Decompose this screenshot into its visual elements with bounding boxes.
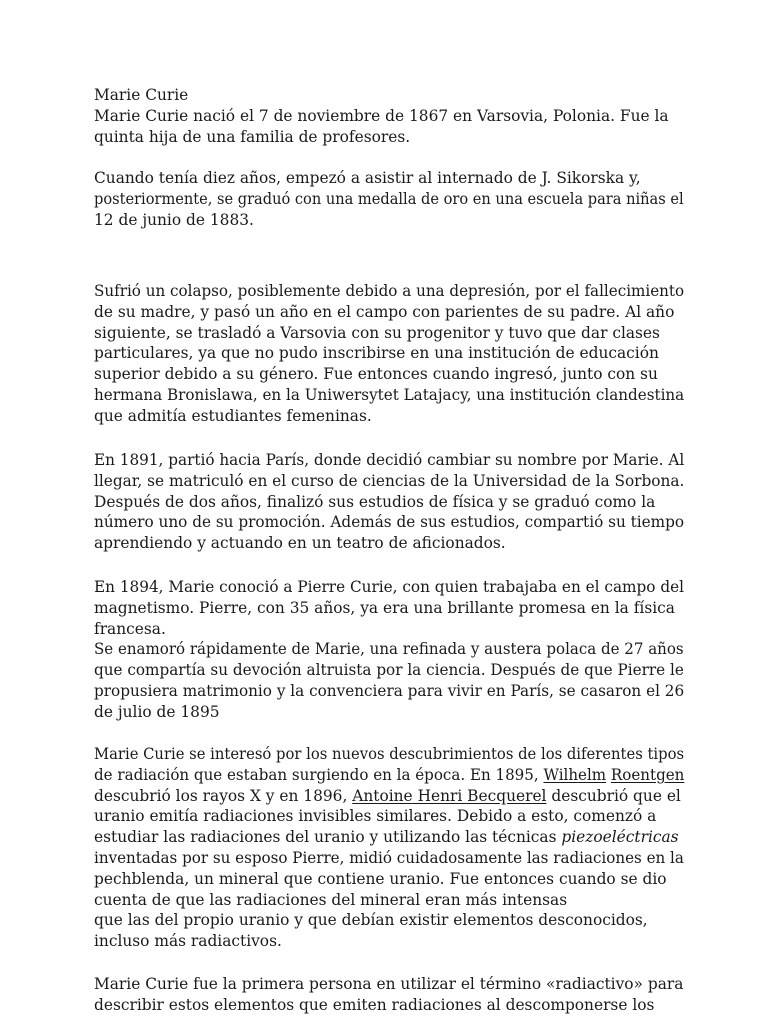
paragraph-collapse [94,281,684,427]
text-line: de su madre, y pasó un año en el campo con parientes de su padre. Al año [94,302,675,321]
text-segment: descubrió los rayos X y en 1896, [94,786,353,805]
paragraph-childhood [94,168,684,230]
text-line: cuenta de que las radiaciones del mineral eran más intensas [94,890,568,909]
text-line: En 1891, partió hacia París, donde decidió cambiar su nombre por Marie. Al [94,451,685,469]
text-line: Marie Curie nació el 7 de noviembre de 1867 en Varsovia, Polonia. Fue la [94,106,669,125]
text-line: Sufrió un colapso, posiblemente debido a una depresión, por el fallecimiento [94,282,685,300]
text-line: aprendiendo y actuando en un teatro de aficionados. [94,534,506,553]
document-title: Marie Curie [94,86,189,104]
text-line: siguiente, se trasladó a Varsovia con su progenitor y tuvo que dar clases [94,323,660,342]
paragraph-pierre [94,577,684,723]
text-line: número uno de su promoción. Además de sus estudios, compartió su tiempo [94,513,685,532]
link-roentgen[interactable]: Roentgen [610,765,685,784]
text-line: Se enamoró rápidamente de Marie, una refinada y austera polaca de 27 años [94,640,684,659]
text-line: llegar, se matriculó en el curso de ciencias de la Universidad de la Sorbona. [94,471,685,490]
text-line: incluso más radiactivos. [94,932,282,951]
text-line: de julio de 1895 [94,702,220,721]
italic-term: piezoeléctricas [561,828,679,847]
paragraph-radioactive-term [94,974,684,1016]
text-line: propusiera matrimonio y la convenciera para vivir en París, se casaron el 26 [94,681,685,700]
text-line: francesa. [94,619,166,638]
text-line: posteriormente, se graduó con una medalla de oro en una escuela para niñas el [94,189,684,208]
text-line: particulares, ya que no pudo inscribirse en una institución de educación [94,344,659,363]
text-line: superior debido a su género. Fue entonces cuando ingresó, junto con su [94,365,658,384]
intro-paragraph [94,85,684,147]
text-line: Marie Curie se interesó por los nuevos descubrimientos de los diferentes tipos [94,745,685,763]
text-segment: estudiar las radiaciones del uranio y utilizando las técnicas [94,828,562,847]
text-line: pechblenda, un mineral que contiene uranio. Fue entonces cuando se dio [94,869,667,888]
text-segment: de radiación que estaban surgiendo en la época. En 1895, [94,765,544,784]
text-line [94,786,684,807]
text-line [94,827,684,848]
text-line: uranio emitía radiaciones invisibles similares. Debido a esto, comenzó a [94,807,657,826]
text-line: que admitía estudiantes femeninas. [94,406,372,425]
text-line: En 1894, Marie conoció a Pierre Curie, con quien trabajaba en el campo del [94,578,685,596]
text-line: Marie Curie fue la primera persona en utilizar el término «radiactivo» para [94,975,684,993]
text-line: Cuando tenía diez años, empezó a asistir al internado de J. Sikorska y, [94,169,641,187]
text-segment: descubrió que el [546,786,681,805]
text-line: hermana Bronislawa, en la Uniwersytet Latajacy, una institución clandestina [94,385,685,404]
paragraph-radiation [94,744,684,952]
text-line: que las del propio uranio y que debían existir elementos desconocidos, [94,911,648,930]
text-line: que compartía su devoción altruista por la ciencia. Después de que Pierre le [94,661,684,680]
text-line: describir estos elementos que emiten radiaciones al descomponerse los [94,995,655,1014]
paragraph-paris [94,450,684,554]
text-line: Después de dos años, finalizó sus estudios de física y se graduó como la [94,492,656,511]
link-wilhelm[interactable]: Wilhelm [543,765,607,784]
text-line [94,765,685,786]
text-line: magnetismo. Pierre, con 35 años, ya era una brillante promesa en la física [94,598,675,617]
text-line: quinta hija de una familia de profesores. [94,127,411,146]
link-becquerel[interactable]: Antoine Henri Becquerel [352,786,547,805]
text-line: inventadas por su esposo Pierre, midió cuidadosamente las radiaciones en la [94,848,684,867]
text-line: 12 de junio de 1883. [94,210,254,229]
